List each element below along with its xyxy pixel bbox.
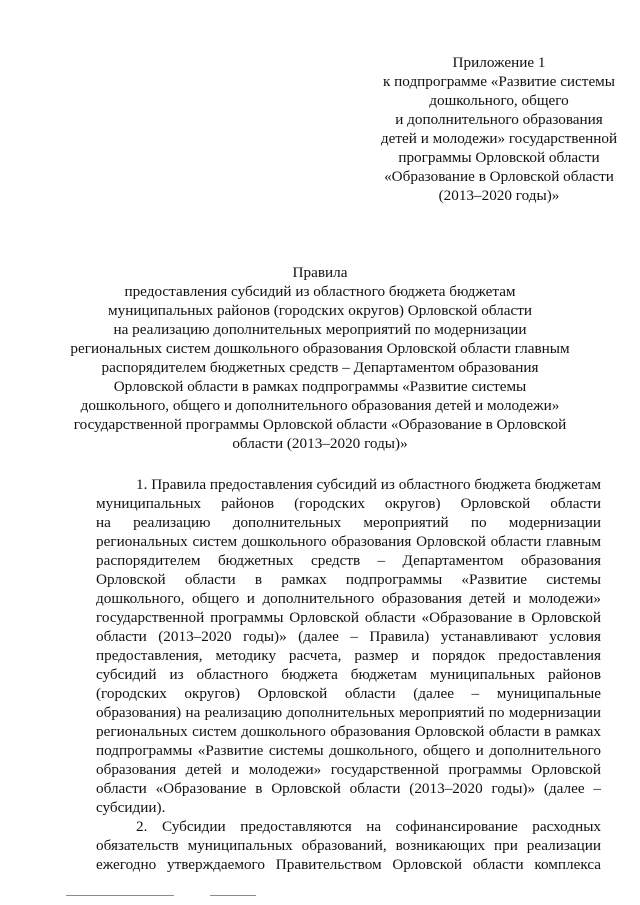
title-line: региональных систем дошкольного образования Орловской области главным [70, 340, 570, 357]
footer-rule [210, 895, 256, 896]
appendix-line: (2013–2020 годы)» [438, 187, 560, 204]
title-line: муниципальных районов (городских округов) Орловской области [108, 302, 532, 319]
body-line: на реализацию дополнительных мероприятий по модернизации [96, 514, 601, 531]
body-line: муниципальных районов (городских округов) Орловской области [96, 495, 601, 512]
body-line: региональных систем дошкольного образования Орловской области главным [96, 533, 601, 550]
body-line: подпрограммы «Развитие системы дошкольного, общего и дополнительного [96, 742, 601, 759]
appendix-line: дошкольного, общего [429, 92, 569, 109]
body-line: обязательств муниципальных образований, возникающих при реализации [96, 837, 601, 854]
body-line: (городских округов) Орловской области (далее – муниципальные [96, 685, 601, 702]
appendix-line: детей и молодежи» государственной [380, 130, 618, 147]
body-line: субсидий из областного бюджета бюджетам муниципальных районов [96, 666, 601, 683]
title-line: области (2013–2020 годы)» [232, 435, 408, 452]
body-line: образования детей и молодежи» государственной программы Орловской [96, 761, 601, 778]
title-heading: Правила [292, 264, 348, 281]
body-line: региональных систем дошкольного образования Орловской области в рамках [96, 723, 601, 740]
body-line: дошкольного, общего и дополнительного образования детей и молодежи» [96, 590, 601, 607]
body-line: области «Образование в Орловской области (2013–2020 годы)» (далее – [96, 780, 601, 797]
title-line: предоставления субсидий из областного бюджета бюджетам [124, 283, 516, 300]
body-line: субсидии). [96, 799, 166, 816]
title-line: распорядителем бюджетных средств – Департаментом образования [101, 359, 539, 376]
body-line: государственной программы Орловской области «Образование в Орловской [96, 609, 601, 626]
title-line: Орловской области в рамках подпрограммы «Развитие системы [113, 378, 527, 395]
body-line: образования) на реализацию дополнительных мероприятий по модернизации [96, 704, 601, 721]
appendix-line: и дополнительного образования [395, 111, 603, 128]
body-line: области (2013–2020 годы)» (далее – Правила) устанавливают условия [96, 628, 601, 645]
body-line: 1. Правила предоставления субсидий из областного бюджета бюджетам [136, 476, 601, 493]
footer-rule [66, 895, 174, 896]
appendix-line: Приложение 1 [452, 54, 546, 71]
title-line: на реализацию дополнительных мероприятий по модернизации [113, 321, 527, 338]
appendix-line: к подпрограмме «Развитие системы [382, 73, 615, 90]
appendix-line: программы Орловской области [398, 149, 600, 166]
body-line: 2. Субсидии предоставляются на софинансирование расходных [136, 818, 601, 835]
title-line: государственной программы Орловской области «Образование в Орловской [73, 416, 567, 433]
body-line: распорядителем бюджетных средств – Департаментом образования [96, 552, 601, 569]
body-line: ежегодно утверждаемого Правительством Орловской области комплекса [96, 856, 601, 873]
body-line: предоставления, методику расчета, размер и порядок предоставления [96, 647, 601, 664]
body-line: Орловской области в рамках подпрограммы «Развитие системы [96, 571, 601, 588]
appendix-line: «Образование в Орловской области [384, 168, 614, 185]
title-line: дошкольного, общего и дополнительного образования детей и молодежи» [80, 397, 560, 414]
